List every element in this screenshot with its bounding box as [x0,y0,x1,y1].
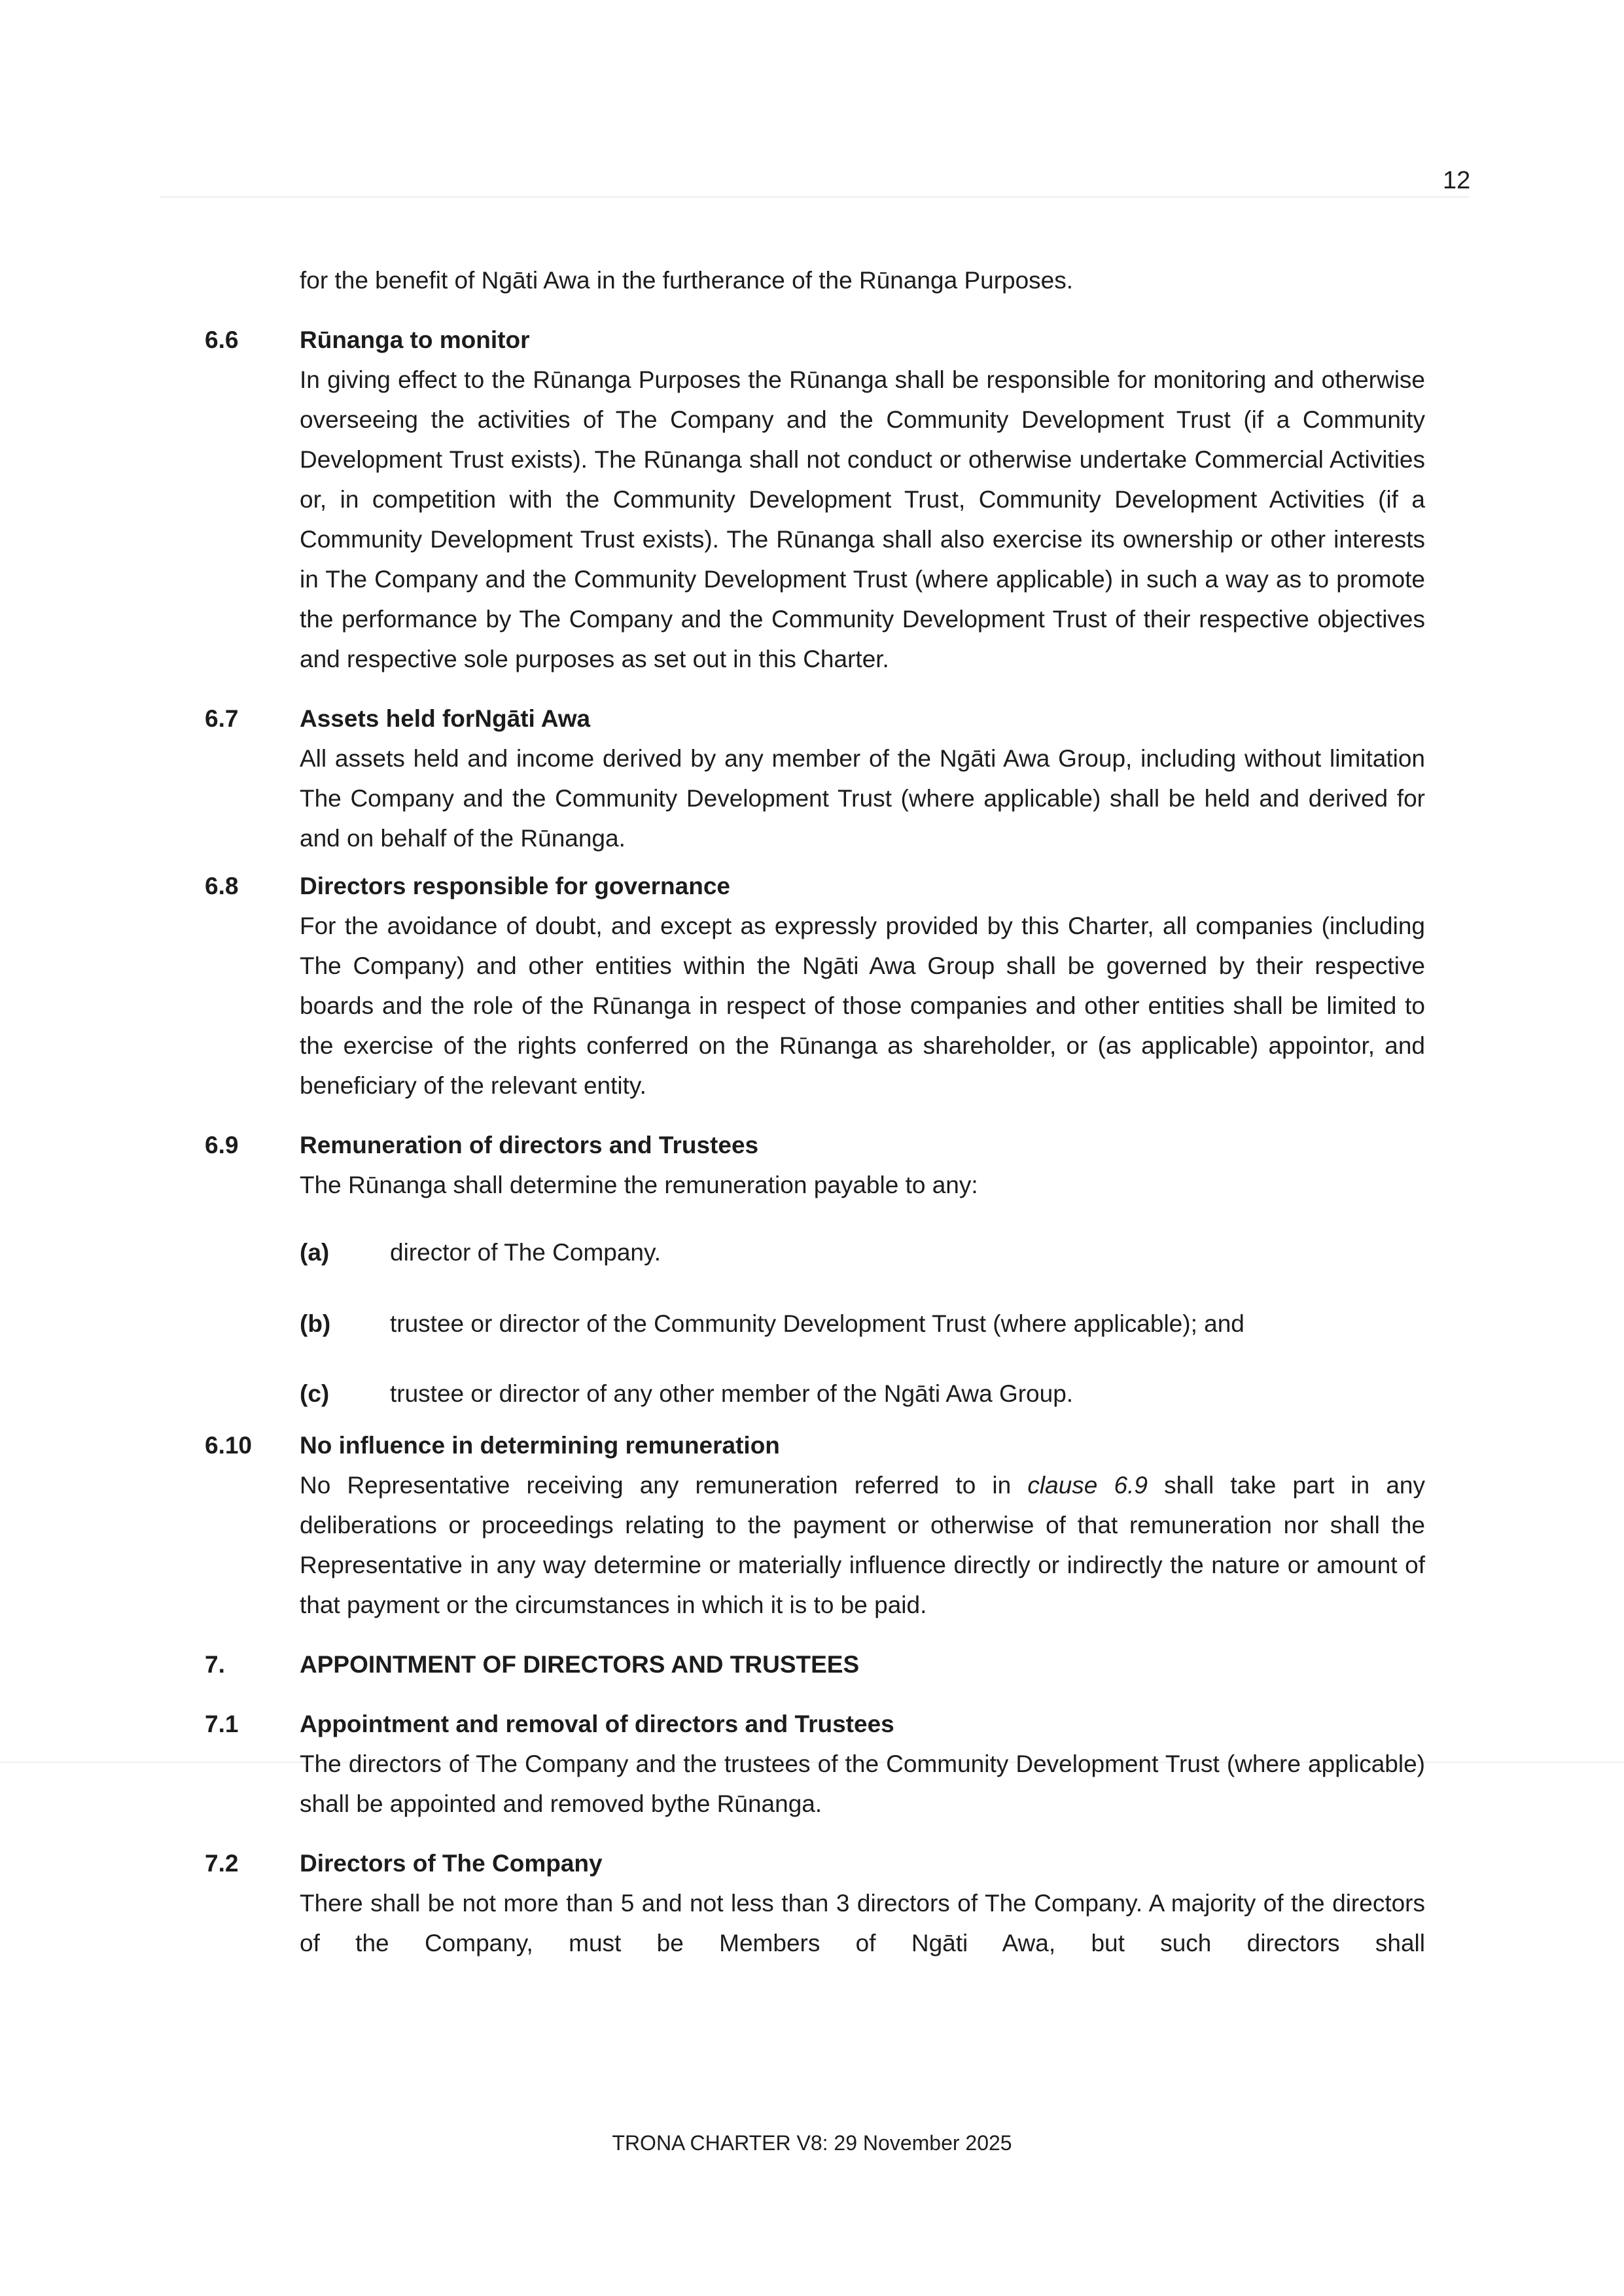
continued-paragraph: for the benefit of Ngāti Awa in the furtherance of the Rūnanga Purposes. [300,267,1074,294]
clause-text: The directors of The Company and the trustees of the Community Development Trust (where applicable) shall be appointed and removed bythe Rūnanga. [300,1750,1425,1817]
list-item-label: (b) [300,1310,331,1337]
list-item [300,1232,1425,1272]
clause-text: For the avoidance of doubt, and except as expressly provided by this Charter, all companies (including The Company) and other entities within the Ngāti Awa Group shall be governed by their respective boards and the role of the Rūnanga in respect of those companies and other entities shall be limited to the exercise of the rights conferred on the Rūnanga as shareholder, or (as applicable) appointor, and beneficiary of the relevant entity. [300,913,1425,1099]
clause-number: 7.1 [205,1711,239,1737]
clause-text-start: No Representative receiving any remuneration referred to in [300,1472,1028,1499]
clause-number: 6.6 [205,326,239,353]
section-number: 7. [205,1651,225,1678]
clause-text: There shall be not more than 5 and not less than 3 directors of The Company. A majority of the directors of the Company, must be Members of Ngāti Awa, but such directors shall [300,1890,1425,1957]
clause-text [300,1465,1425,1625]
list-item [300,1304,1425,1344]
clause-reference: clause 6.9 [1027,1472,1148,1499]
clause-heading: Appointment and removal of directors and Trustees [300,1711,894,1737]
clause-heading: Assets held forNgāti Awa [300,705,591,732]
page-number: 12 [1443,167,1471,194]
list-item [300,1374,1425,1414]
clause-text-end: shall take part in any deliberations or proceedings relating to the payment or otherwise of that remuneration nor shall the Representative in any way determine or materially influence directly or indirectly the nature or amount of that payment or the circumstances in which it is to be paid. [300,1472,1425,1618]
clause-heading: Directors of The Company [300,1850,603,1877]
clause-heading: Remuneration of directors and Trustees [300,1132,759,1158]
list-item-label: (a) [300,1239,330,1266]
clause-6-9 [205,1125,1425,1414]
clause-number: 6.10 [205,1432,253,1459]
header-divider [160,196,1469,198]
clause-text: In giving effect to the Rūnanga Purposes the Rūnanga shall be responsible for monitoring and otherwise overseeing the activities of The Company and the Community Development Trust (if a Community Development Trust exists). The Rūnanga shall not conduct or otherwise undertake Commercial Activities or, in competition with the Community Development Trust, Community Development Activities (if a Community Development Trust exists). The Rūnanga shall also exercise its ownership or other interests in The Company and the Community Development Trust (where applicable) in such a way as to promote the performance by The Company and the Community Development Trust of their respective objectives and respective sole purposes as set out in this Charter. [300,366,1425,672]
clause-heading: No influence in determining remuneration [300,1432,780,1459]
clause-6-10 [205,1425,1425,1625]
list-item-text: trustee or director of the Community Development Trust (where applicable); and [390,1310,1244,1337]
list-item-text: trustee or director of any other member of the Ngāti Awa Group. [390,1380,1074,1407]
clause-6-7 [205,699,1425,858]
clause-text: All assets held and income derived by any member of the Ngāti Awa Group, including without limitation The Company and the Community Development Trust (where applicable) shall be held and derived for and on behalf of the Rūnanga. [300,745,1425,852]
clause-number: 6.9 [205,1132,239,1158]
section-7-heading [205,1644,1425,1684]
clause-6-6 [205,320,1425,679]
list-item-label: (c) [300,1380,330,1407]
document-body [205,260,1425,1963]
clause-7-2 [205,1843,1425,1963]
clause-text: The Rūnanga shall determine the remuneration payable to any: [300,1172,978,1198]
clause-7-1 [205,1704,1425,1824]
clause-number: 6.8 [205,873,239,899]
clause-6-8 [205,866,1425,1105]
clause-number: 6.7 [205,705,239,732]
clause-heading: Directors responsible for governance [300,873,730,899]
clause-heading: Rūnanga to monitor [300,326,530,353]
clause-number: 7.2 [205,1850,239,1877]
footer-document-reference: TRONA CHARTER V8: 29 November 2025 [612,2131,1012,2155]
list-item-text: director of The Company. [390,1239,662,1266]
section-title: APPOINTMENT OF DIRECTORS AND TRUSTEES [300,1651,860,1678]
